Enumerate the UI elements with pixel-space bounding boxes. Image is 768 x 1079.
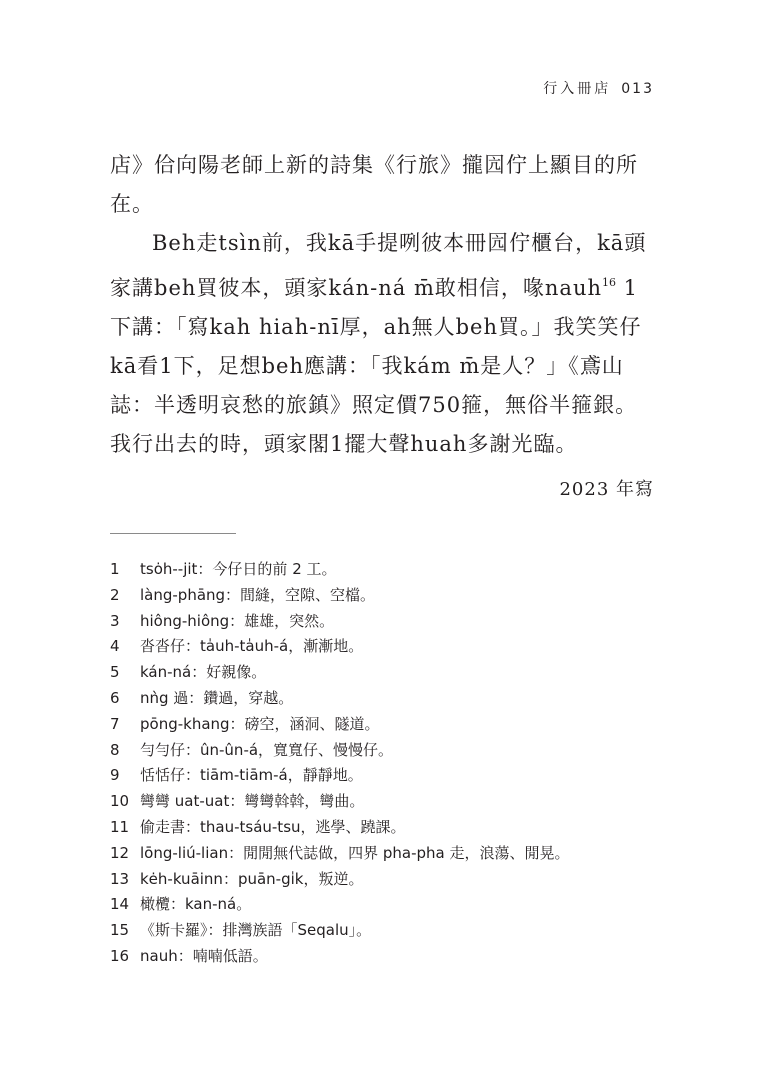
footnote-number: 13 [110, 869, 130, 888]
paragraph-text: 店》佮向陽老師上新的詩集《行旅》攏囥佇上顯目的所在。 [110, 153, 638, 216]
footnote-text: nǹg 過：鑽過，穿越。 [140, 688, 294, 707]
footnote-text: 勻勻仔：ûn-ûn-á，寬寬仔、慢慢仔。 [140, 740, 394, 759]
footnote-item [110, 686, 670, 712]
footnote-item [110, 609, 670, 635]
footnote-number: 8 [110, 740, 120, 759]
footnote-number: 4 [110, 637, 120, 656]
footnote-text: 偷走書：thau-tsáu-tsu，逃學、蹺課。 [140, 817, 406, 836]
footnote-item [110, 738, 670, 764]
footnote-text: làng-phāng：間縫，空隙、空檔。 [140, 585, 376, 604]
paragraph-text: Beh走tsìn前，我kā手提咧彼本冊囥佇櫃台，kā頭家講beh買彼本，頭家kán-ná m̄敢相信，喙nauh [110, 231, 647, 300]
footnote-number: 3 [110, 611, 120, 630]
footnote-text: 橄欖：kan-ná。 [140, 895, 252, 914]
footnote-text: kėh-kuāinn：puān-gi̍k，叛逆。 [140, 869, 364, 888]
footnote-text: 彎彎 uat-uat：彎彎斡斡，彎曲。 [140, 792, 365, 811]
footnote-item [110, 867, 670, 893]
footnote-item [110, 634, 670, 660]
footnote-number: 16 [110, 946, 130, 965]
footnote-item [110, 789, 670, 815]
signature-date: 2023 年寫 [559, 479, 654, 500]
footnote-number: 7 [110, 714, 120, 733]
footnote-item [110, 918, 670, 944]
chapter-title: 行入冊店 [543, 81, 612, 97]
paragraph [110, 224, 658, 464]
footnote-text: 《斯卡羅》：排灣族語「Seqalu」。 [140, 921, 372, 940]
footnote-item [110, 815, 670, 841]
footnote-text: 恬恬仔：tiām-tiām-á，靜靜地。 [140, 766, 363, 785]
footnote-item [110, 660, 670, 686]
footnote-text: hiông-hiông：雄雄，突然。 [140, 611, 335, 630]
running-head [543, 78, 654, 98]
footnote-number: 15 [110, 921, 130, 940]
footnote-item [110, 892, 670, 918]
footnote-number: 2 [110, 585, 120, 604]
footnote-number: 6 [110, 688, 120, 707]
footnote-item [110, 583, 670, 609]
footnote-text: 沓沓仔：ta̍uh-ta̍uh-á，漸漸地。 [140, 637, 364, 656]
page-number: 013 [621, 81, 654, 97]
footnote-number: 1 [110, 560, 120, 578]
footnote-item [110, 712, 670, 738]
footnote-number: 14 [110, 895, 130, 914]
footnote-ref[interactable]: 16 [602, 276, 616, 289]
footnote-item [110, 944, 670, 970]
footnote-number: 10 [110, 792, 130, 811]
footnote-item [110, 841, 670, 867]
footnote-number: 9 [110, 766, 120, 785]
footnote-item [110, 763, 670, 789]
body-text [110, 146, 658, 464]
paragraph [110, 146, 658, 224]
footnote-text: tsȯh--jit：今仔日的前 2 工。 [140, 560, 337, 578]
paragraph-text-tail: 1下講：「寫kah hiah-nī厚，ah無人beh買。」我笑笑仔kā看1下，足想beh應講：「我kám m̄是人？」《鳶山誌：半透明哀愁的旅鎮》照定價750箍，無俗半箍銀。我行出去的時，頭家閣1擺大聲huah多謝光臨。 [110, 276, 642, 456]
footnote-item [110, 557, 670, 583]
footnote-list [110, 557, 670, 970]
footnote-text: pōng-khang：磅空，涵洞、隧道。 [140, 714, 380, 733]
footnote-number: 12 [110, 843, 130, 862]
footnote-number: 11 [110, 817, 130, 836]
footnote-number: 5 [110, 663, 120, 682]
footnote-divider [110, 533, 236, 534]
footnote-text: kán-ná：好親像。 [140, 663, 267, 682]
footnote-text: nauh：喃喃低語。 [140, 946, 268, 965]
footnote-text: lōng-liú-lian：閒閒無代誌做，四界 pha-pha 走，浪蕩、閒晃。 [140, 843, 570, 862]
